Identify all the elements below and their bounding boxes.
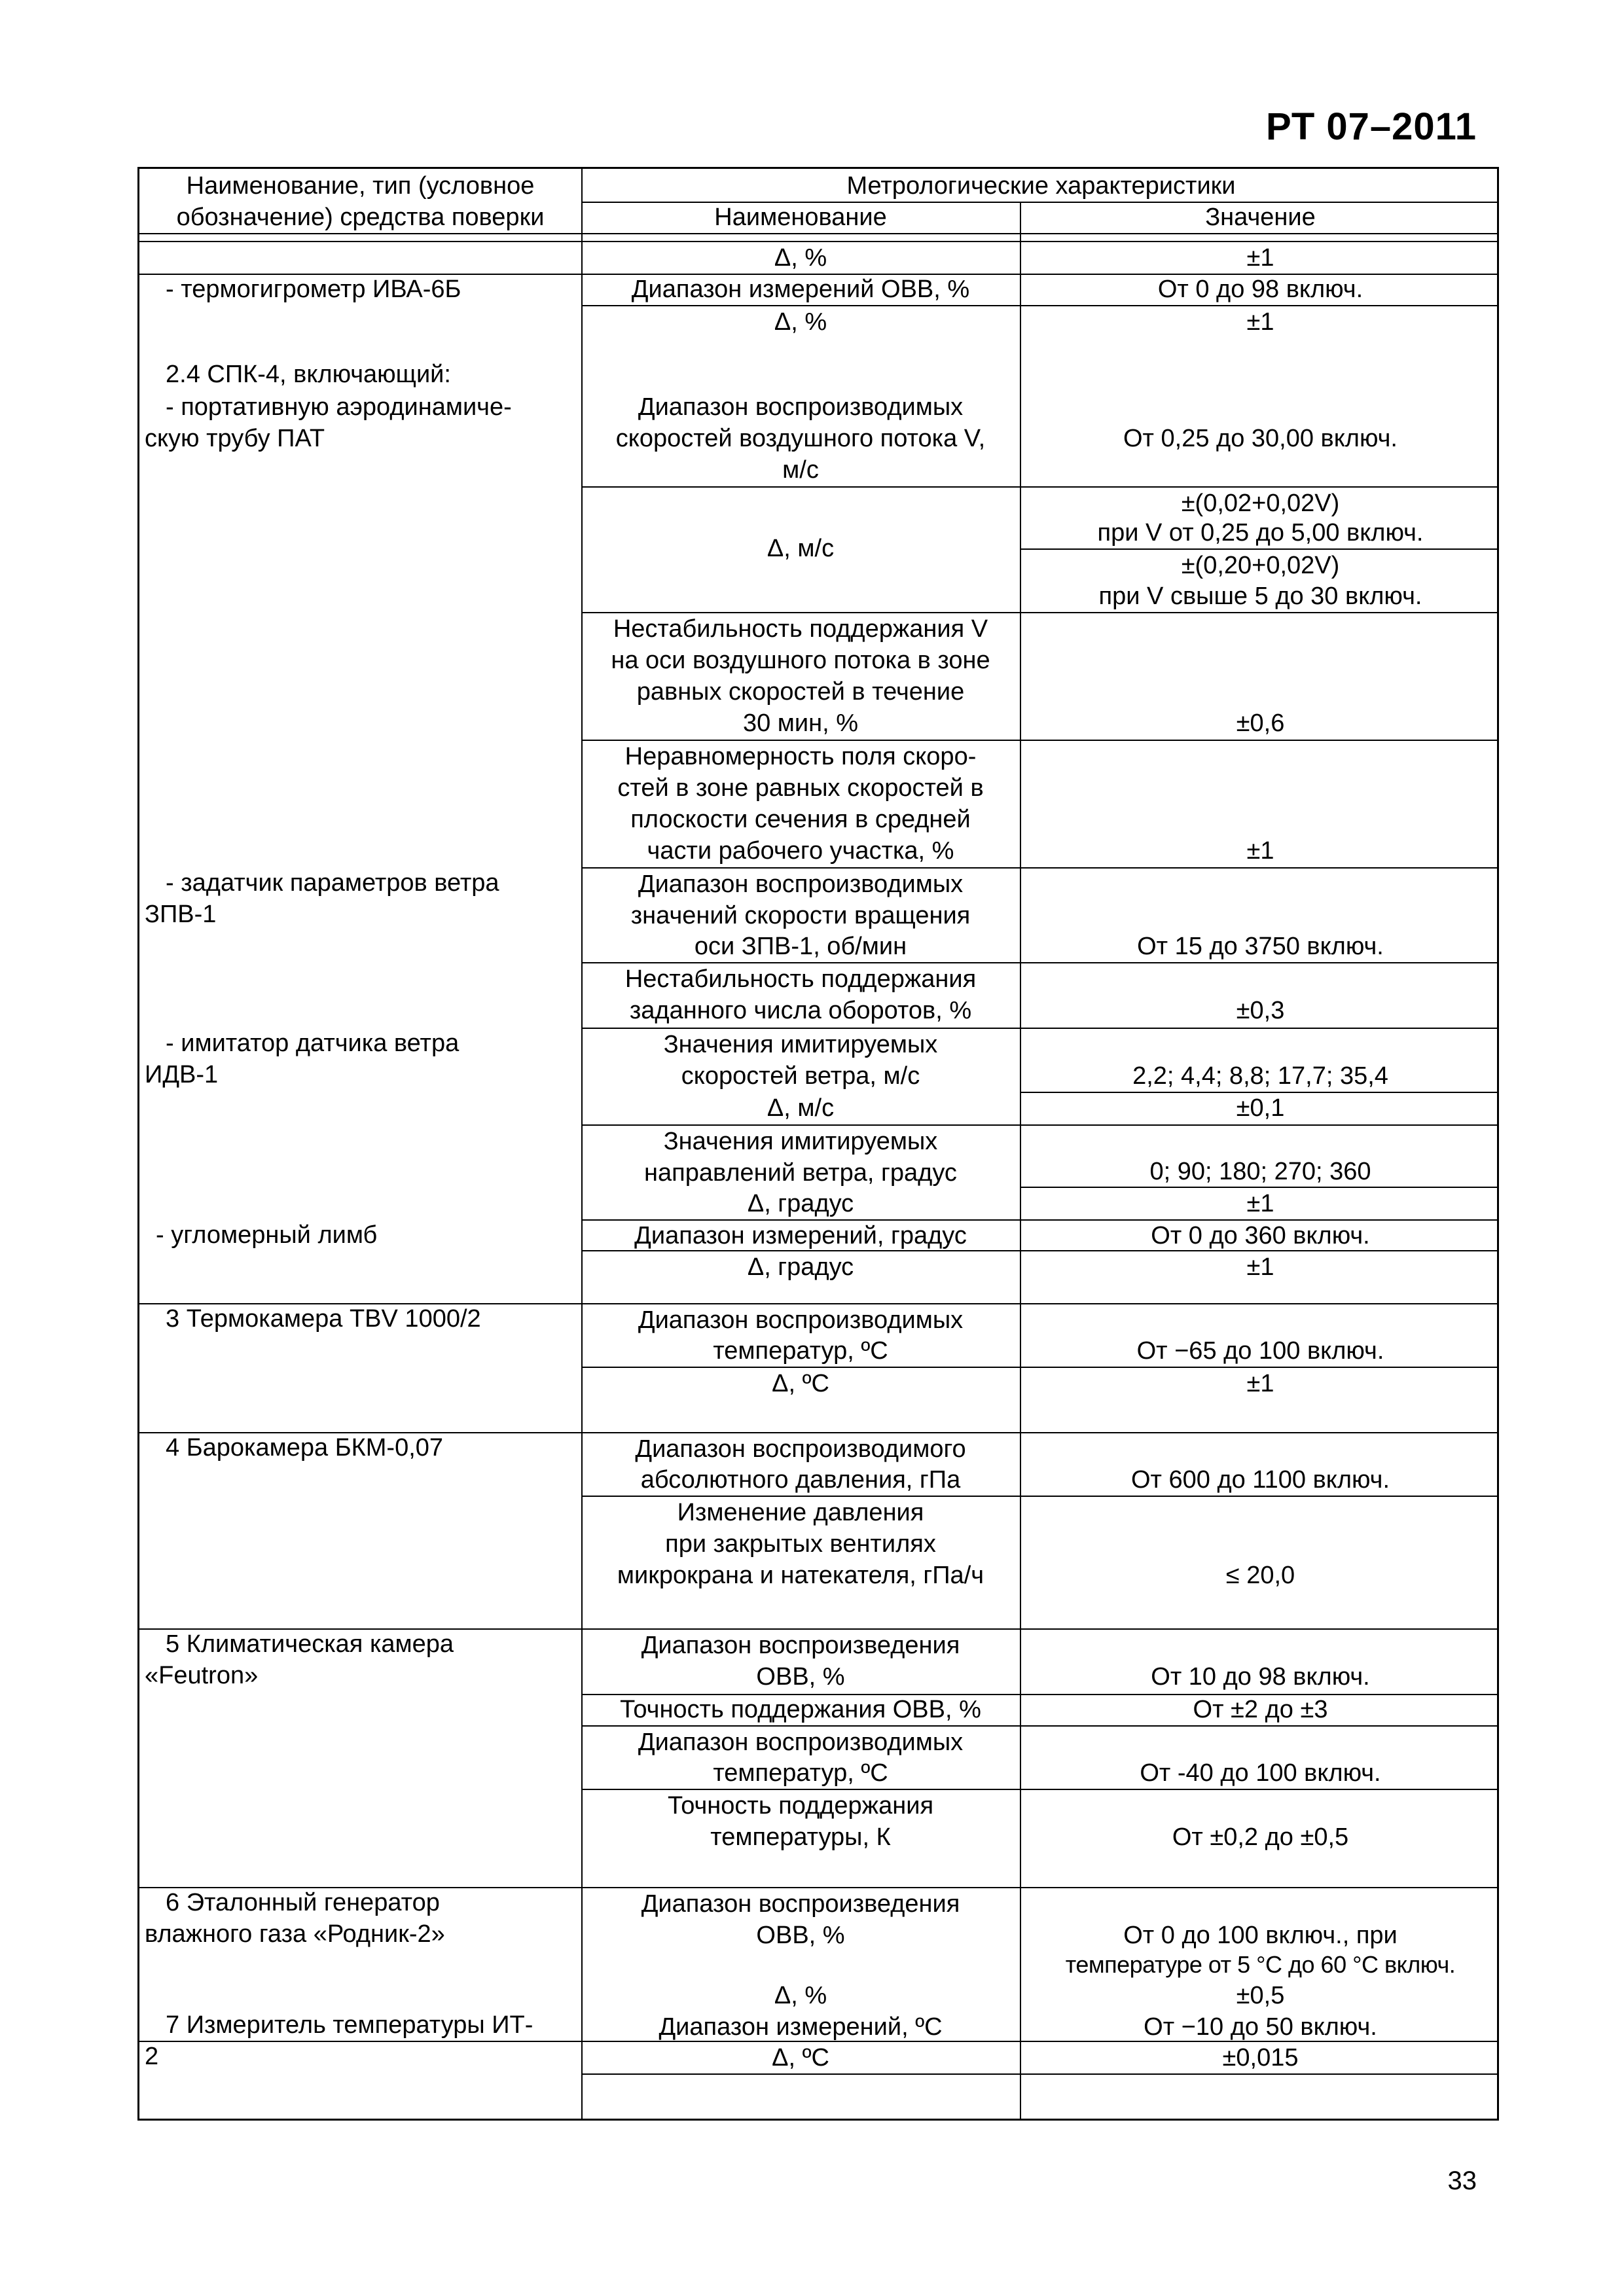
characteristic-value: ±0,3 — [1236, 997, 1285, 1024]
characteristic-value: при V от 0,25 до 5,00 включ. — [1097, 519, 1424, 547]
characteristic-name: ОВВ, % — [756, 1922, 845, 1949]
characteristic-name: микрокрана и натекателя, гПа/ч — [617, 1562, 984, 1589]
characteristic-value: ±0,6 — [1236, 709, 1285, 737]
characteristic-name: стей в зоне равных скоростей в — [617, 774, 984, 802]
device-text: 6 Эталонный генератор — [166, 1889, 440, 1916]
characteristic-value: От 0,25 до 30,00 включ. — [1123, 425, 1398, 452]
device-text: 7 Измеритель температуры ИТ- — [166, 2011, 533, 2039]
characteristic-value: ±0,5 — [1236, 1982, 1285, 2009]
characteristic-name: Диапазон воспроизводимого — [635, 1435, 966, 1463]
characteristic-name: Δ, градус — [747, 1253, 854, 1281]
device-text: - портативную аэродинамиче- — [166, 393, 512, 421]
characteristic-name: Диапазон измерений, градус — [634, 1222, 967, 1249]
characteristic-value: при V свыше 5 до 30 включ. — [1098, 583, 1422, 610]
characteristic-value: ±(0,20+0,02V) — [1181, 552, 1340, 579]
header-col1-line2: обозначение) средства поверки — [176, 204, 545, 231]
characteristic-name: Δ, % — [774, 1982, 827, 2009]
device-text: влажного газа «Родник-2» — [145, 1920, 445, 1948]
characteristic-name: Диапазон воспроизведения — [641, 1890, 960, 1918]
characteristic-name: части рабочего участка, % — [647, 837, 954, 865]
device-text: - имитатор датчика ветра — [166, 1030, 460, 1057]
characteristic-name: на оси воздушного потока в зоне — [611, 647, 990, 674]
characteristic-name: значений скорости вращения — [630, 902, 971, 929]
device-text: 2 — [145, 2043, 159, 2070]
device-text: 4 Барокамера БКМ-0,07 — [166, 1434, 444, 1462]
characteristic-name: Δ, ºС — [772, 2044, 829, 2072]
device-text: скую трубу ПАТ — [145, 425, 325, 452]
characteristic-name: при закрытых вентилях — [665, 1530, 936, 1558]
characteristic-name: Δ, % — [774, 244, 827, 272]
characteristic-value: От ±0,2 до ±0,5 — [1172, 1823, 1349, 1851]
characteristic-name: заданного числа оборотов, % — [629, 997, 972, 1024]
characteristic-name: оси ЗПВ-1, об/мин — [694, 933, 907, 960]
characteristic-name: Диапазон воспроизводимых — [638, 1306, 964, 1334]
characteristic-name: Δ, ºС — [772, 1370, 829, 1397]
characteristic-name: Диапазон воспроизведения — [641, 1632, 960, 1659]
device-text: - задатчик параметров ветра — [166, 869, 499, 897]
characteristic-value: От 0 до 360 включ. — [1151, 1222, 1370, 1249]
device-text: 5 Климатическая камера — [166, 1630, 454, 1658]
characteristic-name: Δ, % — [774, 308, 827, 336]
characteristic-name: равных скоростей в течение — [636, 678, 965, 706]
characteristic-value: ±1 — [1246, 837, 1274, 865]
characteristic-value: От 10 до 98 включ. — [1151, 1663, 1370, 1691]
characteristic-value: ±1 — [1246, 1370, 1274, 1397]
device-text: «Feutron» — [145, 1662, 259, 1689]
characteristic-name: Значения имитируемых — [663, 1031, 938, 1058]
header-name: Наименование — [714, 204, 887, 231]
header-value: Значение — [1205, 204, 1316, 231]
header-metrological: Метрологические характеристики — [846, 172, 1236, 200]
characteristic-name: скоростей ветра, м/с — [681, 1062, 920, 1090]
characteristic-value: температуре от 5 °С до 60 °С включ. — [1065, 1951, 1456, 1978]
characteristic-name: направлений ветра, градус — [644, 1159, 957, 1187]
characteristic-value: ±0,015 — [1222, 2044, 1299, 2072]
characteristic-value: ±1 — [1246, 1253, 1274, 1281]
characteristic-value: ±1 — [1246, 308, 1274, 336]
characteristic-value: От −10 до 50 включ. — [1144, 2013, 1377, 2041]
characteristic-value: От -40 до 100 включ. — [1140, 1759, 1381, 1787]
metrology-table — [137, 167, 1499, 2121]
characteristic-value: 2,2; 4,4; 8,8; 17,7; 35,4 — [1132, 1062, 1388, 1090]
characteristic-name: температур, ºС — [713, 1337, 888, 1365]
characteristic-name: м/с — [782, 456, 819, 484]
characteristic-value: ±1 — [1246, 1190, 1274, 1217]
characteristic-name: Δ, м/с — [767, 1094, 835, 1122]
characteristic-name: Точность поддержания — [667, 1792, 934, 1820]
characteristic-name: Диапазон воспроизводимых — [638, 393, 964, 421]
row-divider — [139, 233, 1497, 234]
device-text: - угломерный лимб — [156, 1221, 378, 1249]
characteristic-value: ±(0,02+0,02V) — [1181, 490, 1340, 517]
characteristic-value: От ±2 до ±3 — [1193, 1696, 1328, 1723]
characteristic-name: Значения имитируемых — [663, 1128, 938, 1155]
characteristic-name: Точность поддержания ОВВ, % — [620, 1696, 981, 1723]
characteristic-name: скоростей воздушного потока V, — [615, 425, 986, 452]
characteristic-name: Нестабильность поддержания V — [613, 615, 988, 643]
characteristic-name: Диапазон воспроизводимых — [638, 870, 964, 898]
device-text: 3 Термокамера TBV 1000/2 — [166, 1305, 481, 1333]
characteristic-name: температуры, К — [710, 1823, 891, 1851]
characteristic-name: 30 мин, % — [742, 709, 859, 737]
characteristic-value: ≤ 20,0 — [1225, 1562, 1295, 1589]
characteristic-name: Δ, м/с — [767, 535, 835, 562]
characteristic-name: Диапазон измерений ОВВ, % — [631, 276, 970, 303]
device-text: - термогигрометр ИВА-6Б — [166, 276, 461, 303]
page-number: 33 — [1447, 2166, 1477, 2195]
characteristic-value: От 600 до 1100 включ. — [1130, 1466, 1390, 1494]
characteristic-value: ±1 — [1246, 244, 1274, 272]
characteristic-value: От 0 до 100 включ., при — [1123, 1922, 1398, 1949]
characteristic-name: Диапазон измерений, ºС — [659, 2013, 943, 2041]
characteristic-name: Δ, градус — [747, 1190, 854, 1217]
characteristic-name: Нестабильность поддержания — [624, 965, 977, 993]
characteristic-name: ОВВ, % — [756, 1663, 845, 1691]
characteristic-name: плоскости сечения в средней — [630, 806, 971, 833]
characteristic-name: абсолютного давления, гПа — [640, 1466, 961, 1494]
characteristic-value: От 15 до 3750 включ. — [1137, 933, 1384, 960]
device-text: ЗПВ-1 — [145, 901, 217, 928]
characteristic-value: От 0 до 98 включ. — [1157, 276, 1363, 303]
characteristic-name: температур, ºС — [713, 1759, 888, 1787]
header-col1-line1: Наименование, тип (условное — [186, 172, 535, 200]
device-text: ИДВ-1 — [145, 1061, 219, 1088]
document-code: РТ 07–2011 — [1265, 105, 1477, 148]
characteristic-name: Диапазон воспроизводимых — [638, 1729, 964, 1756]
device-text: 2.4 СПК-4, включающий: — [166, 361, 451, 388]
row-divider — [581, 2073, 1497, 2075]
characteristic-value: 0; 90; 180; 270; 360 — [1149, 1158, 1371, 1185]
characteristic-value: ±0,1 — [1236, 1094, 1285, 1122]
characteristic-name: Изменение давления — [677, 1499, 924, 1526]
characteristic-name: Неравномерность поля скоро- — [624, 743, 977, 770]
characteristic-value: От −65 до 100 включ. — [1136, 1337, 1384, 1365]
